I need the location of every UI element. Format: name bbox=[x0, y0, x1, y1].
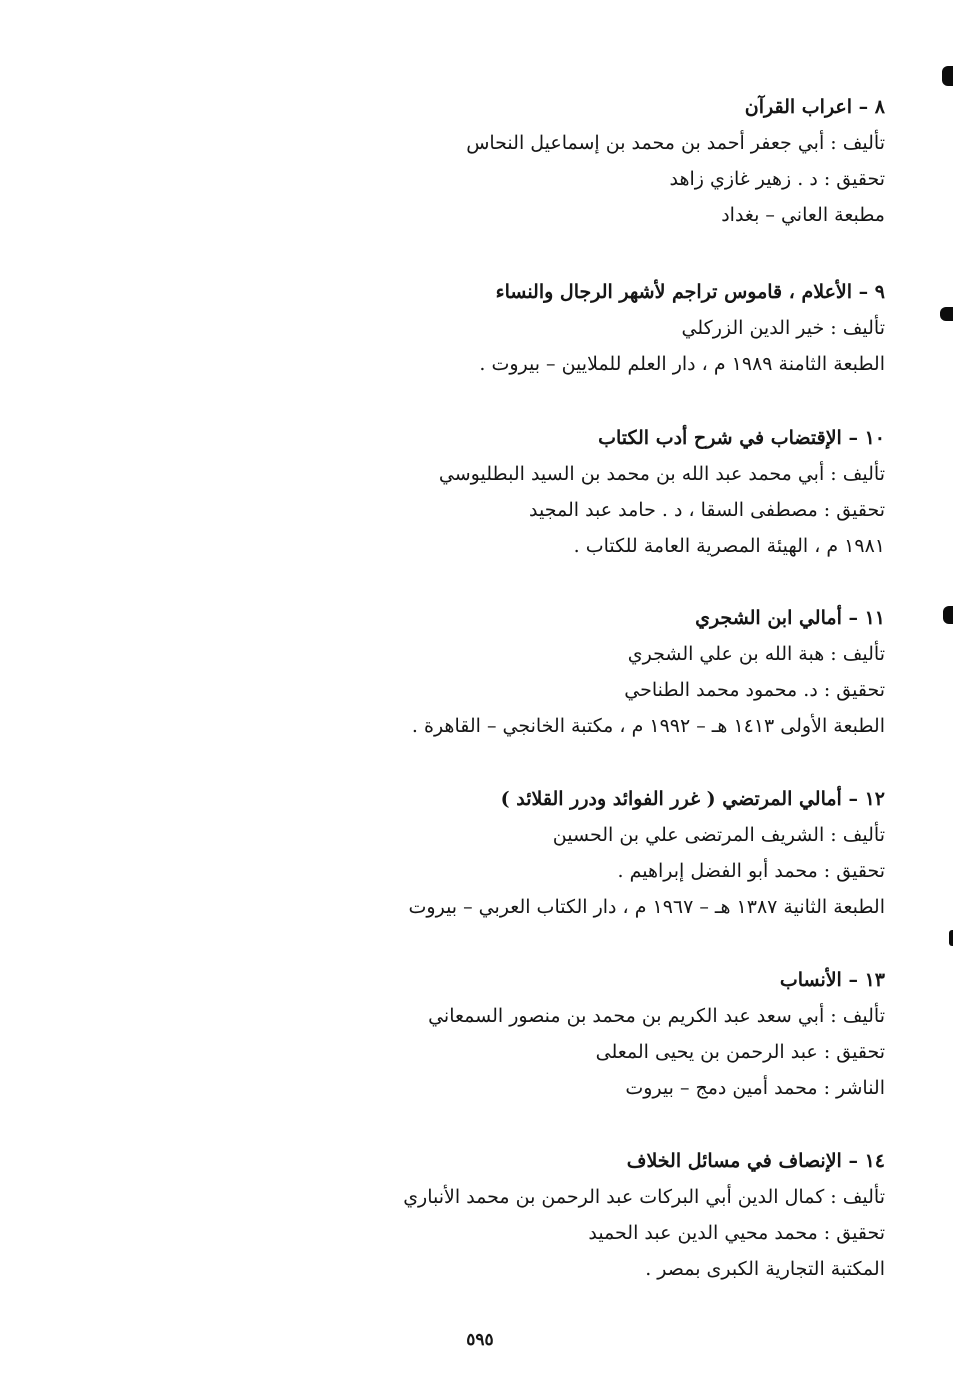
reference-entry bbox=[325, 274, 885, 382]
page-number: ٥٩٥ bbox=[466, 1330, 494, 1350]
entry-title: ١٠ – الإقتضاب في شرح أدب الكتاب bbox=[598, 427, 885, 449]
entry-line: الطبعة الثانية ١٣٨٧ هـ – ١٩٦٧ م ، دار الكتاب العربي – بيروت bbox=[408, 896, 885, 918]
entry-line: تأليف : خير الدين الزركلي bbox=[681, 317, 885, 339]
reference-entry bbox=[325, 89, 885, 233]
entry-title: ١٤ – الإنصاف في مسائل الخلاف bbox=[626, 1150, 885, 1172]
entry-line: تأليف : الشريف المرتضى علي بن الحسين bbox=[552, 824, 885, 846]
entry-line: تأليف : أبي سعد عبد الكريم بن محمد بن منصور السمعاني bbox=[428, 1005, 885, 1027]
reference-entry bbox=[325, 962, 885, 1106]
entry-line: تحقيق : د. محمود محمد الطناحي bbox=[624, 679, 885, 701]
entry-line: تأليف : أبي محمد عبد الله بن محمد بن السيد البطليوسي bbox=[438, 463, 885, 485]
entry-line: مطبعة العاني – بغداد bbox=[721, 204, 885, 226]
entry-title: ٩ – الأعلام ، قاموس تراجم لأشهر الرجال والنساء bbox=[495, 281, 885, 303]
entry-line: الطبعة الأولى ١٤١٣ هـ – ١٩٩٢ م ، مكتبة الخانجي – القاهرة . bbox=[411, 715, 885, 737]
reference-entry bbox=[325, 420, 885, 564]
entry-title: ١٣ – الأنساب bbox=[779, 969, 885, 991]
edge-mark-4 bbox=[949, 930, 953, 946]
entry-title: ١١ – أمالي ابن الشجري bbox=[695, 607, 885, 629]
entry-title: ١٢ – أمالي المرتضي ( غرر الفوائد ودرر القلائد ) bbox=[500, 788, 885, 810]
entry-line: تأليف : كمال الدين أبي البركات عبد الرحمن بن محمد الأنباري bbox=[403, 1186, 885, 1208]
edge-mark-2 bbox=[940, 307, 953, 321]
entry-line: تحقيق : محمد أبو الفضل إبراهيم . bbox=[617, 860, 885, 882]
entry-title: ٨ – اعراب القرآن bbox=[744, 96, 885, 118]
reference-entry bbox=[325, 1143, 885, 1287]
reference-entry bbox=[325, 781, 885, 925]
entry-line: تحقيق : د . زهير غازي زاهد bbox=[669, 168, 885, 190]
entry-line: ١٩٨١ م ، الهيئة المصرية العامة للكتاب . bbox=[573, 535, 885, 557]
entry-line: الطبعة الثامنة ١٩٨٩ م ، دار العلم للملايين – بيروت . bbox=[479, 353, 885, 375]
reference-entry bbox=[325, 600, 885, 744]
entry-line: تأليف : هبة الله بن علي الشجري bbox=[627, 643, 885, 665]
entry-line: تأليف : أبي جعفر أحمد بن محمد بن إسماعيل النحاس bbox=[466, 132, 885, 154]
entry-line: تحقيق : مصطفى السقا ، د . حامد عبد المجيد bbox=[529, 499, 885, 521]
entry-line: الناشر : محمد أمين دمج – بيروت bbox=[625, 1077, 885, 1099]
edge-mark-1 bbox=[942, 66, 953, 86]
entry-line: المكتبة التجارية الكبرى بمصر . bbox=[645, 1258, 885, 1280]
entry-line: تحقيق : عبد الرحمن بن يحيى المعلى bbox=[595, 1041, 885, 1063]
entry-line: تحقيق : محمد محيي الدين عبد الحميد bbox=[588, 1222, 885, 1244]
edge-mark-3 bbox=[943, 606, 953, 624]
